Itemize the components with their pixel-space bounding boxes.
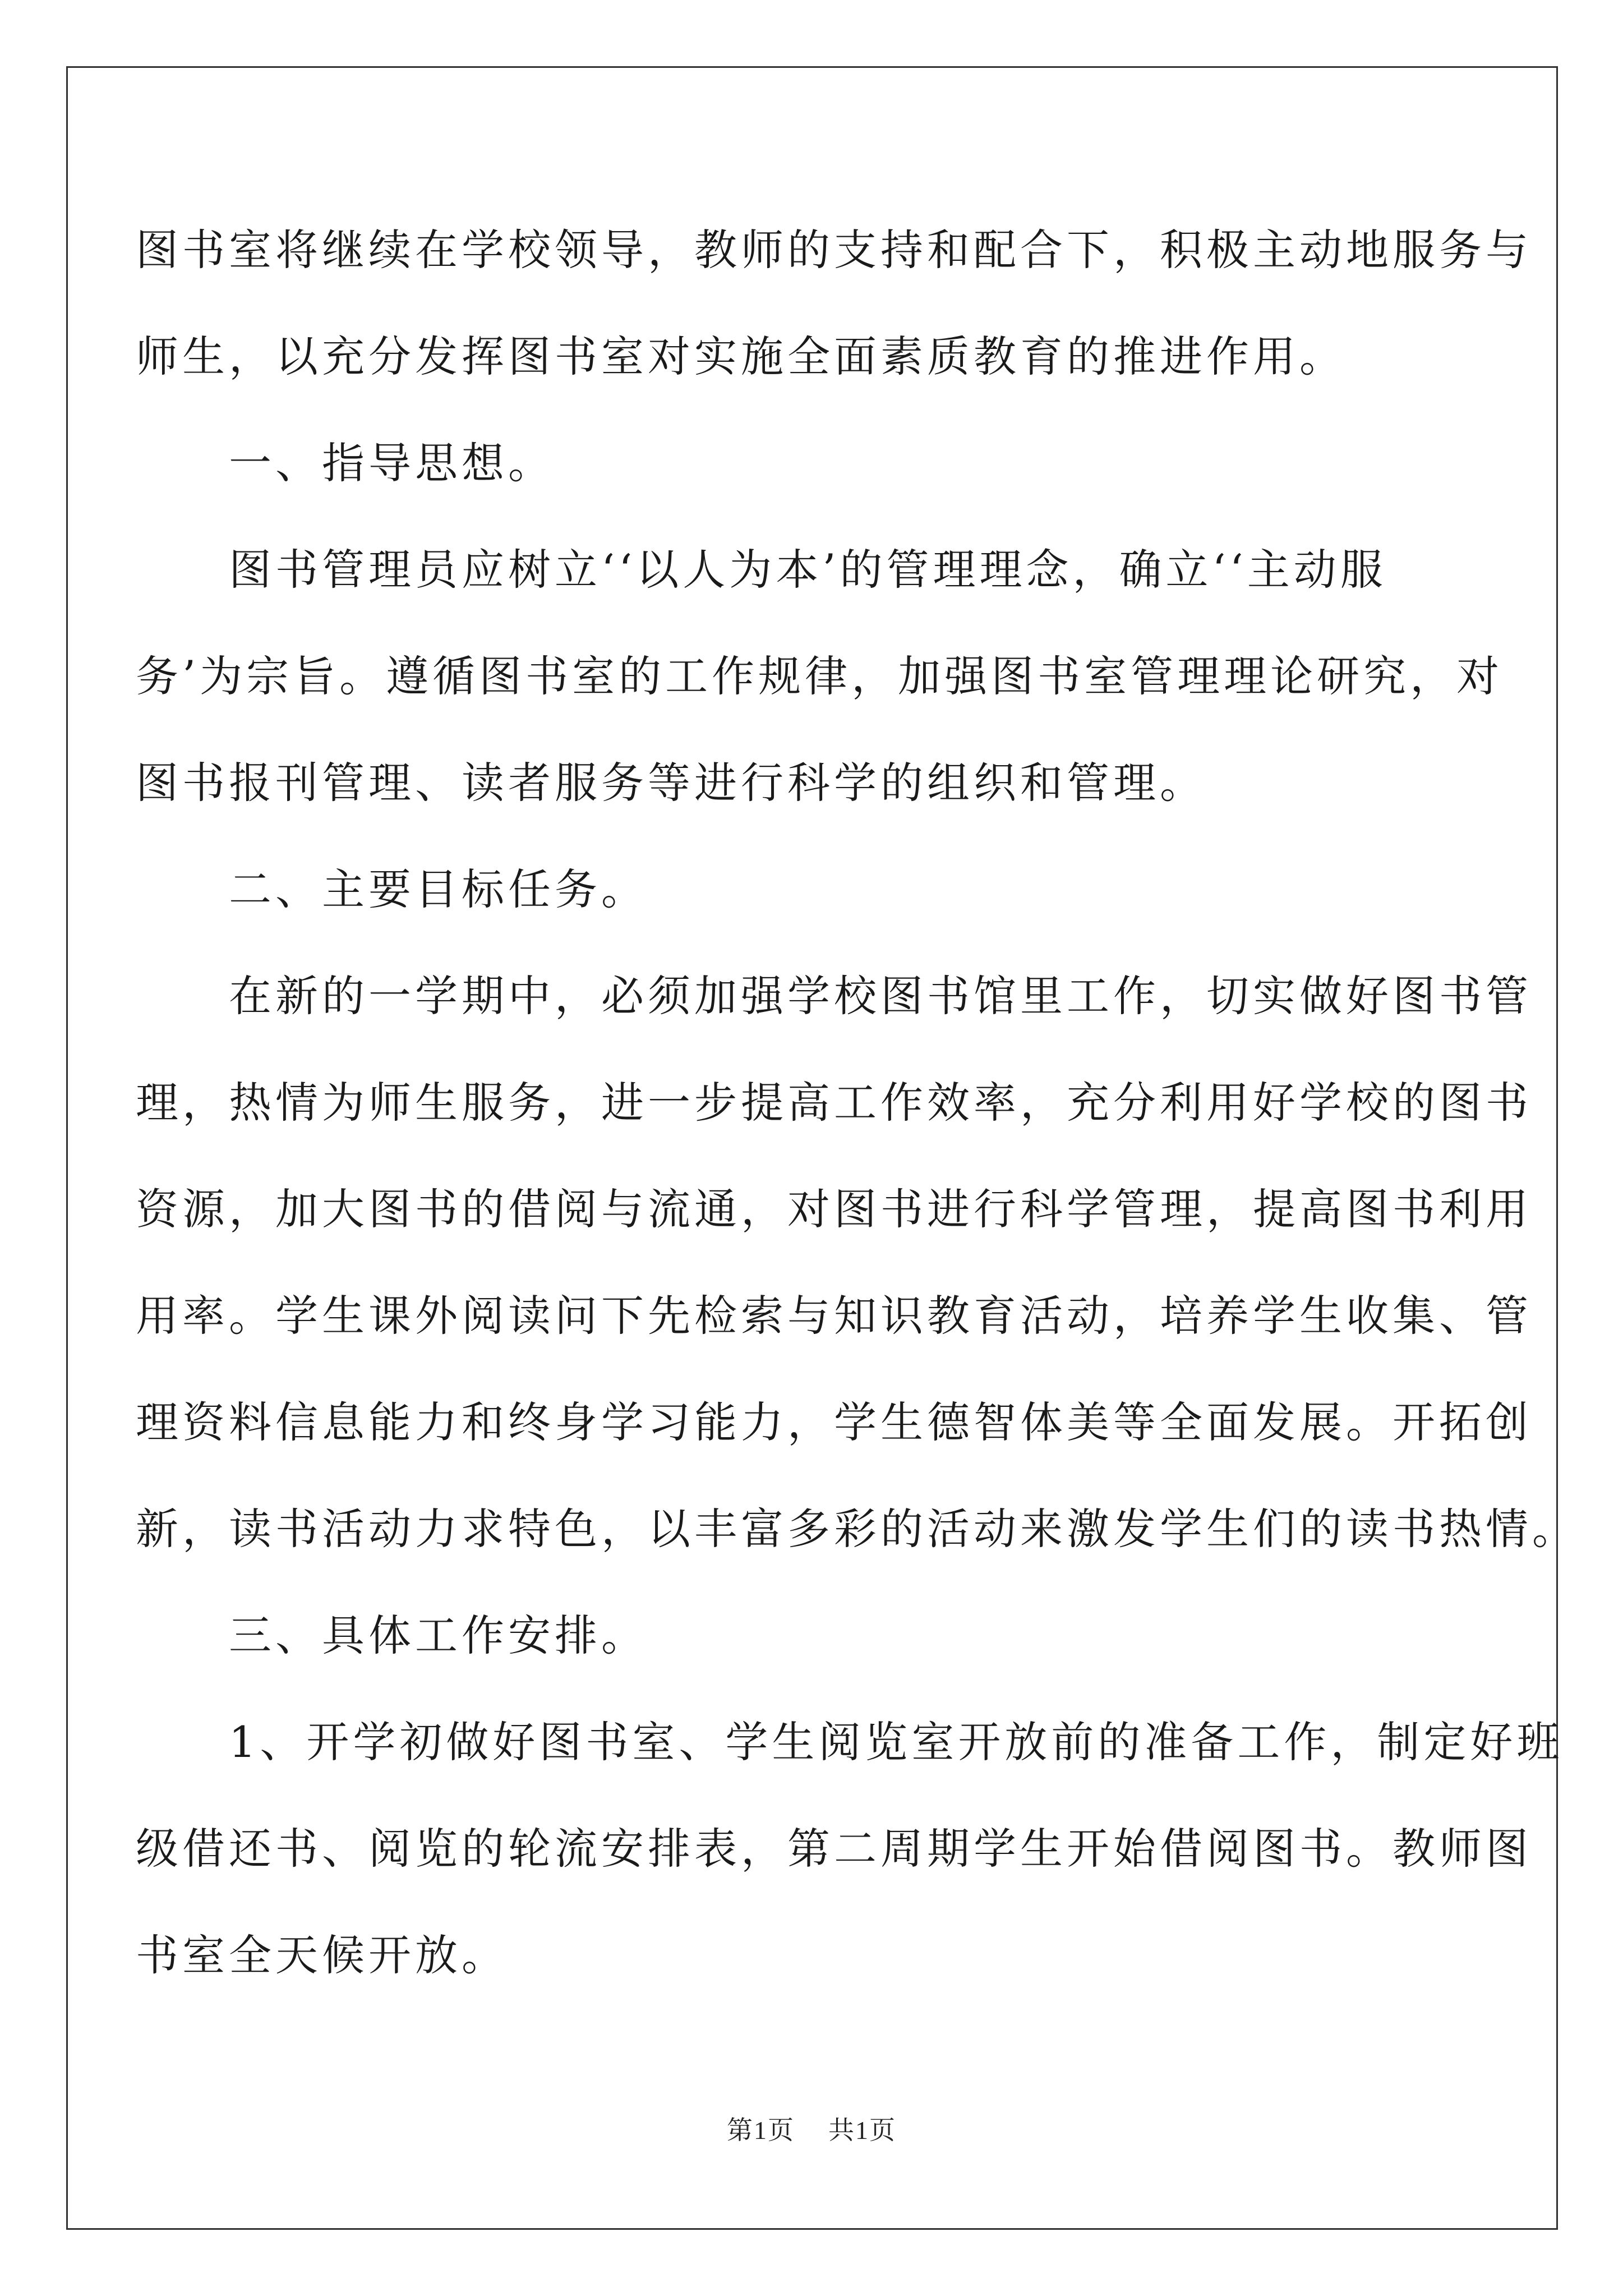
text-line: 务’为宗旨。遵循图书室的工作规律，加强图书室管理理论研究，对 bbox=[136, 651, 1504, 701]
text-line: 图书室将继续在学校领导，教师的支持和配合下，积极主动地服务与 bbox=[136, 225, 1532, 275]
text-line: 师生，以充分发挥图书室对实施全面素质教育的推进作用。 bbox=[136, 332, 1346, 381]
text-line: 用率。学生课外阅读问下先检索与知识教育活动，培养学生收集、管 bbox=[136, 1291, 1532, 1341]
text-line: 1、开学初做好图书室、学生阅览室开放前的准备工作，制定好班 bbox=[136, 1717, 1564, 1767]
page-footer bbox=[0, 2114, 1623, 2147]
page-border bbox=[66, 66, 1558, 2230]
section-heading: 三、具体工作安排。 bbox=[136, 1611, 648, 1660]
page-total: 共1页 bbox=[828, 2116, 896, 2145]
page-number: 第1页 bbox=[727, 2116, 795, 2145]
text-line: 理，热情为师生服务，进一步提高工作效率，充分利用好学校的图书 bbox=[136, 1078, 1532, 1128]
text-line: 级借还书、阅览的轮流安排表，第二周期学生开始借阅图书。教师图 bbox=[136, 1824, 1532, 1874]
section-heading: 一、指导思想。 bbox=[136, 438, 555, 488]
text-line: 图书管理员应树立‘‘以人为本’的管理理念，确立‘‘主动服 bbox=[136, 545, 1387, 595]
text-line: 在新的一学期中，必须加强学校图书馆里工作，切实做好图书管 bbox=[136, 971, 1532, 1021]
text-line: 书室全天候开放。 bbox=[136, 1930, 508, 1980]
text-line: 图书报刊管理、读者服务等进行科学的组织和管理。 bbox=[136, 758, 1206, 808]
text-line: 资源，加大图书的借阅与流通，对图书进行科学管理，提高图书利用 bbox=[136, 1184, 1532, 1234]
section-heading: 二、主要目标任务。 bbox=[136, 864, 648, 914]
text-line: 理资料信息能力和终身学习能力，学生德智体美等全面发展。开拓创 bbox=[136, 1397, 1532, 1447]
text-line: 新，读书活动力求特色，以丰富多彩的活动来激发学生们的读书热情。 bbox=[136, 1504, 1579, 1554]
